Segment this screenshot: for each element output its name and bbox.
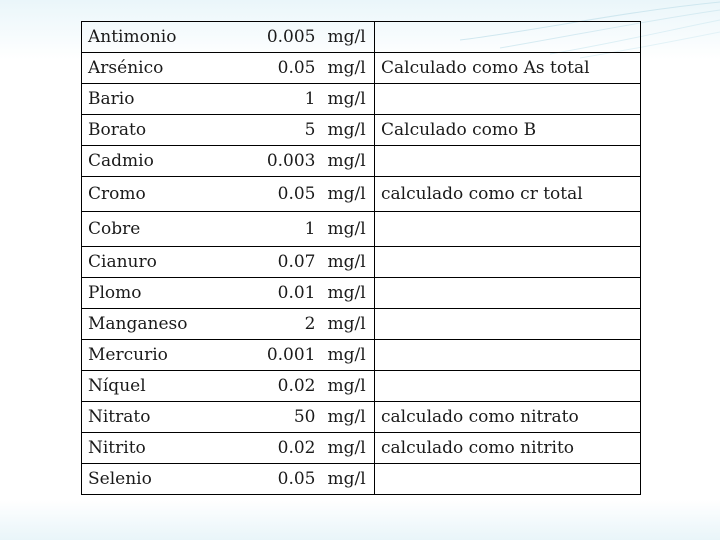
limit-value-cell: 0.05 xyxy=(242,464,322,495)
element-name-cell: Borato xyxy=(82,115,242,146)
element-name-cell: Plomo xyxy=(82,278,242,309)
element-name-cell: Mercurio xyxy=(82,340,242,371)
table-row xyxy=(82,177,641,212)
table-row xyxy=(82,53,641,84)
note-cell: calculado como nitrito xyxy=(375,433,641,464)
note-cell: Calculado como B xyxy=(375,115,641,146)
note-cell xyxy=(375,309,641,340)
element-name-cell: Cadmio xyxy=(82,146,242,177)
table-row xyxy=(82,212,641,247)
limit-value-cell: 0.07 xyxy=(242,247,322,278)
note-cell xyxy=(375,464,641,495)
table-row xyxy=(82,278,641,309)
unit-cell: mg/l xyxy=(322,115,375,146)
limit-value-cell: 50 xyxy=(242,402,322,433)
element-name-cell: Cobre xyxy=(82,212,242,247)
limit-value-cell: 0.005 xyxy=(242,22,322,53)
note-cell: calculado como cr total xyxy=(375,177,641,212)
unit-cell: mg/l xyxy=(322,146,375,177)
limit-value-cell: 0.05 xyxy=(242,177,322,212)
note-cell xyxy=(375,278,641,309)
water-limits-table xyxy=(81,21,641,495)
note-cell xyxy=(375,84,641,115)
unit-cell: mg/l xyxy=(322,84,375,115)
unit-cell: mg/l xyxy=(322,177,375,212)
unit-cell: mg/l xyxy=(322,22,375,53)
limit-value-cell: 0.02 xyxy=(242,371,322,402)
element-name-cell: Cromo xyxy=(82,177,242,212)
note-cell xyxy=(375,22,641,53)
slide-background-bottom xyxy=(0,500,720,540)
element-name-cell: Nitrato xyxy=(82,402,242,433)
limit-value-cell: 0.02 xyxy=(242,433,322,464)
note-cell xyxy=(375,371,641,402)
note-cell xyxy=(375,212,641,247)
unit-cell: mg/l xyxy=(322,309,375,340)
element-name-cell: Manganeso xyxy=(82,309,242,340)
note-cell: Calculado como As total xyxy=(375,53,641,84)
table-row xyxy=(82,146,641,177)
note-cell xyxy=(375,247,641,278)
note-cell: calculado como nitrato xyxy=(375,402,641,433)
element-name-cell: Cianuro xyxy=(82,247,242,278)
element-name-cell: Nitrito xyxy=(82,433,242,464)
limit-value-cell: 0.003 xyxy=(242,146,322,177)
unit-cell: mg/l xyxy=(322,402,375,433)
unit-cell: mg/l xyxy=(322,212,375,247)
unit-cell: mg/l xyxy=(322,371,375,402)
limit-value-cell: 1 xyxy=(242,84,322,115)
table-row xyxy=(82,371,641,402)
unit-cell: mg/l xyxy=(322,247,375,278)
table-row xyxy=(82,433,641,464)
unit-cell: mg/l xyxy=(322,433,375,464)
table-row xyxy=(82,115,641,146)
element-name-cell: Antimonio xyxy=(82,22,242,53)
limit-value-cell: 0.01 xyxy=(242,278,322,309)
element-name-cell: Bario xyxy=(82,84,242,115)
table-row xyxy=(82,402,641,433)
table-body xyxy=(82,22,641,495)
note-cell xyxy=(375,340,641,371)
table-row xyxy=(82,340,641,371)
unit-cell: mg/l xyxy=(322,53,375,84)
element-name-cell: Arsénico xyxy=(82,53,242,84)
table-row xyxy=(82,247,641,278)
unit-cell: mg/l xyxy=(322,340,375,371)
table-row xyxy=(82,22,641,53)
limit-value-cell: 0.05 xyxy=(242,53,322,84)
table-row xyxy=(82,84,641,115)
element-name-cell: Selenio xyxy=(82,464,242,495)
note-cell xyxy=(375,146,641,177)
limit-value-cell: 5 xyxy=(242,115,322,146)
limit-value-cell: 1 xyxy=(242,212,322,247)
table-row xyxy=(82,309,641,340)
table-row xyxy=(82,464,641,495)
unit-cell: mg/l xyxy=(322,464,375,495)
limit-value-cell: 0.001 xyxy=(242,340,322,371)
element-name-cell: Níquel xyxy=(82,371,242,402)
limit-value-cell: 2 xyxy=(242,309,322,340)
unit-cell: mg/l xyxy=(322,278,375,309)
